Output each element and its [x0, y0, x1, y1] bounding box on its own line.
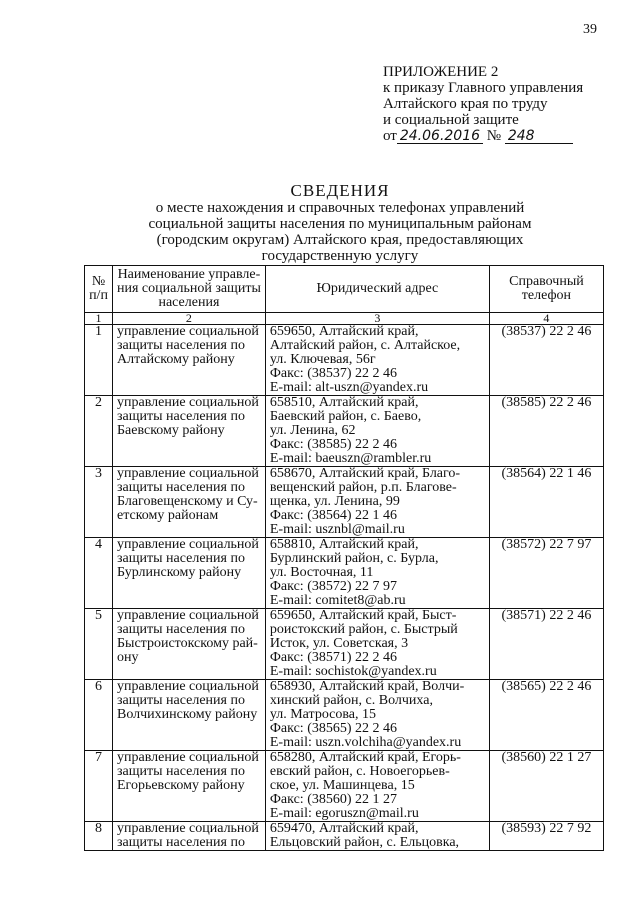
- table-row: [85, 325, 604, 396]
- address-line: Факс: (38572) 22 7 97: [269, 579, 398, 594]
- address-line: E-mail: uszn.volchiha@yandex.ru: [269, 735, 462, 750]
- office-name-line: Егорьевскому району: [117, 778, 245, 793]
- page-number: 39: [583, 22, 597, 37]
- header-address: Юридический адрес: [265, 266, 489, 313]
- office-name-line: защиты населения по: [117, 764, 245, 779]
- office-name-line: управление социальной: [117, 750, 259, 765]
- reference-phone: (38571) 22 2 46: [489, 609, 603, 680]
- legal-address: [265, 609, 489, 680]
- header-name: Наименование управле- ния социальной защиты населения: [113, 266, 266, 313]
- address-line: E-mail: comitet8@ab.ru: [269, 593, 406, 608]
- row-number: 4: [85, 538, 113, 609]
- address-line: Ельцовский район, с. Ельцовка,: [269, 835, 460, 850]
- date-prefix: от: [383, 128, 397, 144]
- table-row: [85, 396, 604, 467]
- appendix-line: Алтайского края по труду: [383, 96, 548, 112]
- row-number: 2: [85, 396, 113, 467]
- appendix-date-line: [383, 128, 583, 144]
- office-name-line: Алтайскому району: [117, 352, 235, 367]
- office-name-line: Благовещенскому и Су-: [117, 494, 258, 509]
- address-line: евский район, с. Новоегорьев-: [269, 764, 450, 779]
- legal-address: [265, 822, 489, 851]
- row-number: 8: [85, 822, 113, 851]
- office-name-line: защиты населения по: [117, 835, 245, 850]
- address-line: E-mail: alt-uszn@yandex.ru: [269, 380, 429, 395]
- reference-phone: (38585) 22 2 46: [489, 396, 603, 467]
- header-number: № п/п: [85, 266, 113, 313]
- legal-address: [265, 467, 489, 538]
- legal-address: [265, 751, 489, 822]
- reference-phone: (38593) 22 7 92: [489, 822, 603, 851]
- address-line: 658930, Алтайский край, Волчи-: [269, 679, 465, 694]
- address-line: E-mail: egoruszn@mail.ru: [269, 806, 419, 821]
- office-name-line: управление социальной: [117, 821, 259, 836]
- office-name-line: Быстроистокскому рай-: [117, 636, 258, 651]
- address-line: Факс: (38571) 22 2 46: [269, 650, 398, 665]
- appendix-line: к приказу Главного управления: [383, 80, 584, 96]
- table-row: [85, 822, 604, 851]
- address-line: Факс: (38565) 22 2 46: [269, 721, 398, 736]
- office-name: [113, 467, 266, 538]
- address-line: 658280, Алтайский край, Егорь-: [269, 750, 461, 765]
- legal-address: [265, 538, 489, 609]
- column-number-row: [85, 313, 604, 325]
- office-name: [113, 751, 266, 822]
- office-name-line: управление социальной: [117, 466, 259, 481]
- address-line: ул. Ленина, 62: [269, 423, 356, 438]
- title-line: о месте нахождения и справочных телефонах управлений: [155, 200, 525, 216]
- office-name-line: защиты населения по: [117, 409, 245, 424]
- address-line: 659470, Алтайский край,: [269, 821, 419, 836]
- address-line: Факс: (38585) 22 2 46: [269, 437, 398, 452]
- address-line: хинский район, с. Волчиха,: [269, 693, 433, 708]
- office-name-line: защиты населения по: [117, 693, 245, 708]
- column-number: 1: [85, 313, 113, 325]
- header-phone: Справочный телефон: [489, 266, 603, 313]
- address-line: 659650, Алтайский край, Быст-: [269, 608, 457, 623]
- appendix-header: [383, 64, 583, 144]
- title-heading: СВЕДЕНИЯ: [290, 181, 390, 200]
- row-number: 7: [85, 751, 113, 822]
- address-line: Факс: (38537) 22 2 46: [269, 366, 398, 381]
- office-name-line: защиты населения по: [117, 551, 245, 566]
- address-line: ул. Восточная, 11: [269, 565, 374, 580]
- row-number: 3: [85, 467, 113, 538]
- reference-phone: (38572) 22 7 97: [489, 538, 603, 609]
- address-line: 659650, Алтайский край,: [269, 324, 419, 339]
- address-line: щенка, ул. Ленина, 99: [269, 494, 400, 509]
- office-name: [113, 538, 266, 609]
- handwritten-number: 248: [505, 129, 573, 144]
- row-number: 5: [85, 609, 113, 680]
- reference-phone: (38565) 22 2 46: [489, 680, 603, 751]
- table-row: [85, 467, 604, 538]
- office-name-line: управление социальной: [117, 537, 259, 552]
- document-title: [120, 183, 560, 264]
- address-line: E-mail: usznbl@mail.ru: [269, 522, 405, 537]
- table-row: [85, 538, 604, 609]
- office-name: [113, 609, 266, 680]
- row-number: 1: [85, 325, 113, 396]
- legal-address: [265, 396, 489, 467]
- address-line: Факс: (38564) 22 1 46: [269, 508, 398, 523]
- address-line: ул. Матросова, 15: [269, 707, 377, 722]
- address-line: ское, ул. Машинцева, 15: [269, 778, 415, 793]
- appendix-line: и социальной защите: [383, 112, 519, 128]
- office-name-line: защиты населения по: [117, 480, 245, 495]
- office-name-line: управление социальной: [117, 395, 259, 410]
- address-line: Исток, ул. Советская, 3: [269, 636, 409, 651]
- column-number: 2: [113, 313, 266, 325]
- title-line: (городским округам) Алтайского края, предоставляющих: [156, 232, 524, 248]
- address-line: E-mail: baeuszn@rambler.ru: [269, 451, 432, 466]
- address-line: ул. Ключевая, 56г: [269, 352, 376, 367]
- office-name-line: управление социальной: [117, 679, 259, 694]
- table-row: [85, 751, 604, 822]
- office-name: [113, 325, 266, 396]
- office-name-line: Бурлинскому району: [117, 565, 242, 580]
- office-name: [113, 396, 266, 467]
- office-name: [113, 680, 266, 751]
- office-name-line: защиты населения по: [117, 622, 245, 637]
- offices-table: [84, 265, 604, 851]
- address-line: Бурлинский район, с. Бурла,: [269, 551, 439, 566]
- office-name-line: управление социальной: [117, 324, 259, 339]
- handwritten-date: 24.06.2016: [397, 129, 483, 144]
- reference-phone: (38564) 22 1 46: [489, 467, 603, 538]
- column-number: 3: [265, 313, 489, 325]
- address-line: 658510, Алтайский край,: [269, 395, 419, 410]
- table-header-row: [85, 266, 604, 313]
- office-name-line: Баевскому району: [117, 423, 225, 438]
- office-name-line: защиты населения по: [117, 338, 245, 353]
- office-name-line: етскому районам: [117, 508, 219, 523]
- address-line: 658810, Алтайский край,: [269, 537, 419, 552]
- address-line: вещенский район, р.п. Благове-: [269, 480, 457, 495]
- office-name-line: Волчихинскому району: [117, 707, 258, 722]
- title-line: социальной защиты населения по муниципальным районам: [148, 216, 532, 232]
- table-row: [85, 680, 604, 751]
- legal-address: [265, 325, 489, 396]
- address-line: роистокский район, с. Быстрый: [269, 622, 458, 637]
- row-number: 6: [85, 680, 113, 751]
- address-line: E-mail: sochistok@yandex.ru: [269, 664, 437, 679]
- appendix-title: ПРИЛОЖЕНИЕ 2: [383, 64, 499, 80]
- address-line: Алтайский район, с. Алтайское,: [269, 338, 461, 353]
- office-name-line: ону: [117, 650, 139, 665]
- legal-address: [265, 680, 489, 751]
- reference-phone: (38560) 22 1 27: [489, 751, 603, 822]
- column-number: 4: [489, 313, 603, 325]
- address-line: Факс: (38560) 22 1 27: [269, 792, 398, 807]
- address-line: 658670, Алтайский край, Благо-: [269, 466, 461, 481]
- number-prefix: №: [486, 128, 502, 144]
- reference-phone: (38537) 22 2 46: [489, 325, 603, 396]
- address-line: Баевский район, с. Баево,: [269, 409, 422, 424]
- office-name-line: управление социальной: [117, 608, 259, 623]
- table-row: [85, 609, 604, 680]
- office-name: [113, 822, 266, 851]
- title-line: государственную услугу: [261, 248, 419, 264]
